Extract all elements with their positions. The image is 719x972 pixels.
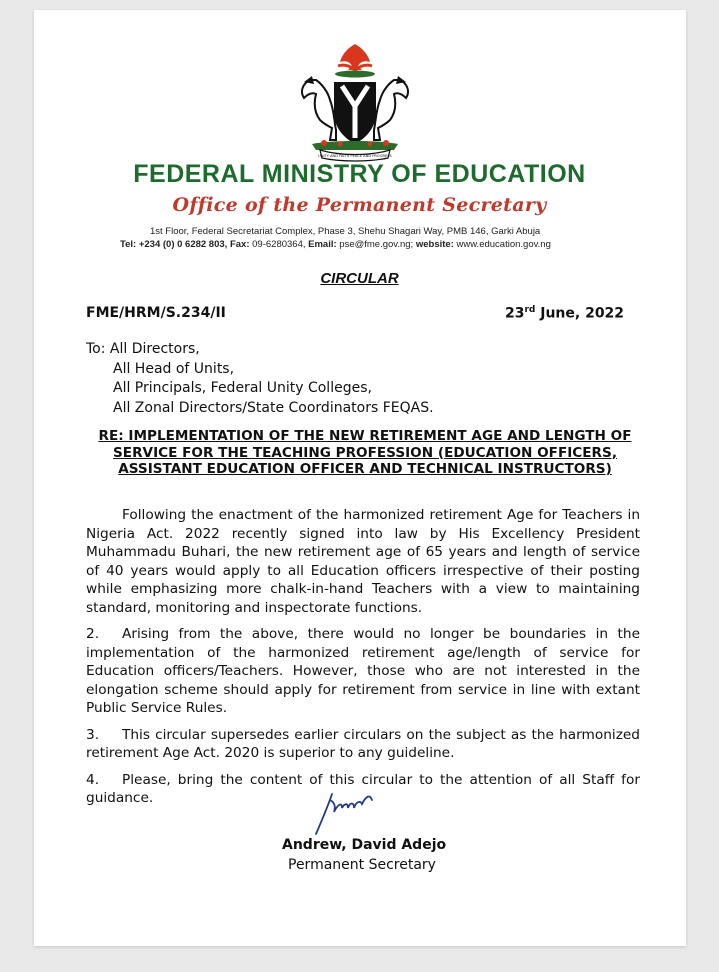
signatory-name: Andrew, David Adejo — [282, 837, 447, 853]
subject-heading: RE: IMPLEMENTATION OF THE NEW RETIREMENT AGE AND LENGTH OF SERVICE FOR THE TEACHING PROFESSION (EDUCATION OFFICERS, ASSISTANT EDUCATION OFFICER AND TECHNICAL INSTRUCTORS) — [98, 428, 632, 477]
paragraph-number: 3. — [86, 726, 100, 743]
crest-motto: UNITY AND FAITH PEACE AND PROGRESS — [318, 154, 392, 158]
document-date — [505, 305, 624, 322]
email-value: pse@fme.gov.ng; — [339, 239, 414, 250]
paragraph: 4. Please, bring the content of this circular to the attention of all Staff for guidance. — [86, 771, 640, 806]
addressee-line: All Head of Units, — [113, 360, 235, 377]
email-label: Email: — [308, 239, 337, 250]
to-label: To: — [86, 341, 106, 357]
addressee-line: To: All Directors, — [86, 341, 200, 357]
signatory-title: Permanent Secretary — [288, 857, 436, 873]
website-label: website: — [415, 239, 454, 250]
paragraph-number: 2. — [86, 626, 100, 642]
paragraph-number: 4. — [86, 771, 100, 788]
signature-icon — [310, 790, 400, 840]
ministry-name: FEDERAL MINISTRY OF EDUCATION — [133, 160, 586, 188]
website-value: www.education.gov.ng — [456, 239, 551, 250]
paragraph: 3. This circular supersedes earlier circulars on the subject as the harmonized retirement Age Act. 2020 is superior to any guideline. — [86, 726, 640, 761]
fax-value: 09-6280364, — [252, 239, 306, 250]
contact-line — [120, 239, 640, 250]
date-suffix: rd — [524, 305, 536, 315]
tel-label: Tel: — [120, 239, 137, 250]
paragraph: Following the enactment of the harmonized retirement Age for Teachers in Nigeria Act. 2022 recently signed into law by His Excellency President Muhammadu Buhari, the new retirement age of 65 years and length of service of 40 years would apply to all Education officers irrespective of their posting while emphasizing more chalk-in-hand Teachers with a view to maintaining standard, monitoring and inspectorate functions. — [86, 507, 640, 616]
reference-number: FME/HRM/S.234/II — [86, 305, 226, 321]
addressee-line: All Zonal Directors/State Coordinators FEQAS. — [113, 399, 434, 416]
tel-value: +234 (0) 0 6282 803, — [138, 239, 228, 250]
addressee-block — [86, 340, 434, 418]
fax-label: Fax: — [229, 239, 250, 250]
nigeria-coat-of-arms-icon — [290, 40, 420, 164]
document-type: CIRCULAR — [320, 270, 399, 287]
office-title: Office of the Permanent Secretary — [172, 194, 547, 216]
letter-body — [86, 506, 640, 816]
date-day: 23 — [505, 305, 525, 322]
address-line: 1st Floor, Federal Secretariat Complex, Phase 3, Shehu Shagari Way, PMB 146, Garki Abuja — [150, 226, 541, 237]
addressee-line: All Principals, Federal Unity Colleges, — [113, 380, 372, 396]
date-rest: June, 2022 — [535, 305, 625, 322]
paragraph: 2. Arising from the above, there would no longer be boundaries in the implementation of the harmonized retirement age/length of service for Education officers/Teachers. However, those who are not interested in the elongation scheme should apply for retirement from service in line with extant Public Service Rules. — [86, 626, 640, 716]
